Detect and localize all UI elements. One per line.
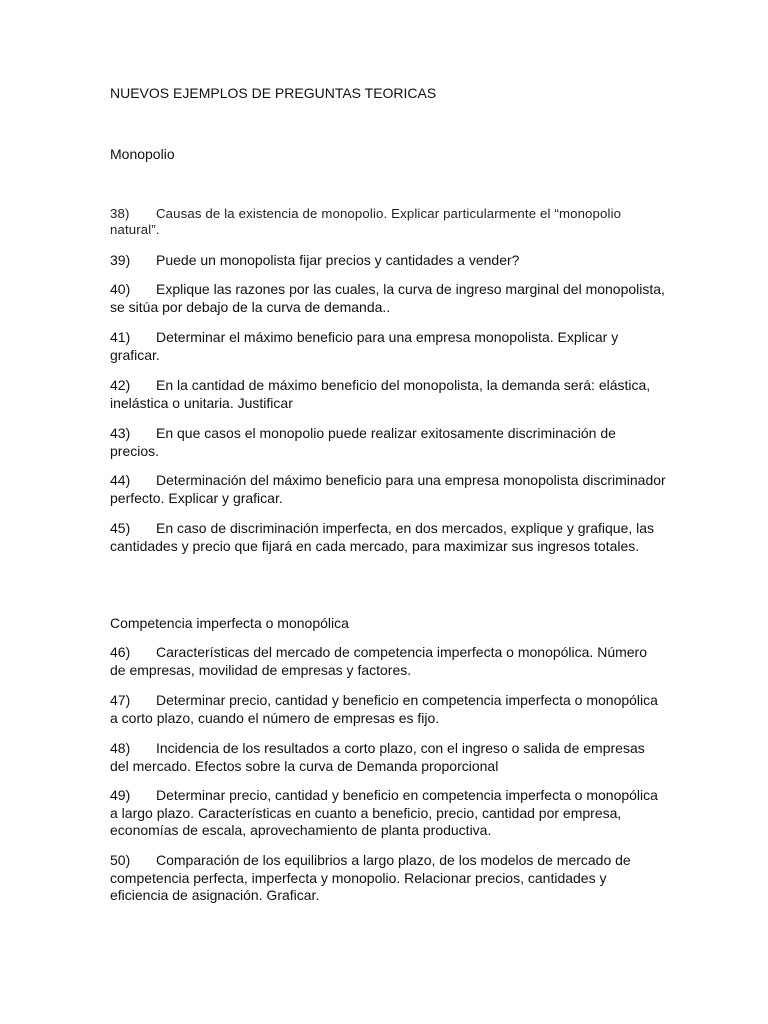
question-49 [110,787,666,840]
question-number: 41) [110,329,131,345]
document-title: NUEVOS EJEMPLOS DE PREGUNTAS TEORICAS [110,85,437,101]
section-heading-competencia-imperfecta: Competencia imperfecta o monopólica [110,615,349,631]
section-heading-monopolio: Monopolio [110,146,175,162]
question-text: Causas de la existencia de monopolio. Explicar particularmente el “monopolio natural”. [110,206,622,237]
question-40 [110,281,666,316]
question-45 [110,520,666,555]
question-38 [110,206,666,238]
question-text: En caso de discriminación imperfecta, en dos mercados, explique y grafique, las cantidades y precio que fijará en cada mercado, para maximizar sus ingresos totales. [110,520,655,554]
question-47 [110,692,666,727]
question-number: 38) [110,206,130,221]
question-text: Características del mercado de competencia imperfecta o monopólica. Número de empresas, movilidad de empresas y factores. [110,644,648,678]
question-48 [110,740,666,775]
question-text: En la cantidad de máximo beneficio del monopolista, la demanda será: elástica, inelástica o unitaria. Justificar [110,377,651,411]
question-text: Determinación del máximo beneficio para una empresa monopolista discriminador perfecto. Explicar y graficar. [110,472,666,506]
question-number: 40) [110,281,131,297]
question-text: Comparación de los equilibrios a largo plazo, de los modelos de mercado de competencia perfecta, imperfecta y monopolio. Relacionar precios, cantidades y eficiencia de asignación. Graficar. [110,852,631,903]
question-44 [110,472,666,507]
question-text: En que casos el monopolio puede realizar exitosamente discriminación de precios. [110,425,616,459]
question-46 [110,644,666,679]
question-number: 44) [110,472,131,488]
question-number: 48) [110,740,131,756]
question-text: Determinar precio, cantidad y beneficio en competencia imperfecta o monopólica a corto plazo, cuando el número de empresas es fijo. [110,692,658,726]
question-42 [110,377,666,412]
question-text: Incidencia de los resultados a corto plazo, con el ingreso o salida de empresas del mercado. Efectos sobre la curva de Demanda proporcional [110,740,645,774]
question-text: Determinar el máximo beneficio para una empresa monopolista. Explicar y graficar. [110,329,619,363]
question-number: 50) [110,852,131,868]
question-text: Puede un monopolista fijar precios y cantidades a vender? [156,252,520,268]
question-number: 46) [110,644,131,660]
question-number: 42) [110,377,131,393]
question-number: 43) [110,425,131,441]
question-41 [110,329,666,364]
question-43 [110,425,666,460]
question-text: Determinar precio, cantidad y beneficio en competencia imperfecta o monopólica a largo plazo. Características en cuanto a beneficio, precio, cantidad por empresa, economías de escala, aprovechamiento de planta productiva. [110,787,658,838]
question-39 [110,252,666,270]
question-text: Explique las razones por las cuales, la curva de ingreso marginal del monopolista, se sitúa por debajo de la curva de demanda.. [110,281,665,315]
question-number: 49) [110,787,131,803]
question-number: 47) [110,692,131,708]
question-number: 45) [110,520,131,536]
question-50 [110,852,666,905]
question-number: 39) [110,252,131,268]
